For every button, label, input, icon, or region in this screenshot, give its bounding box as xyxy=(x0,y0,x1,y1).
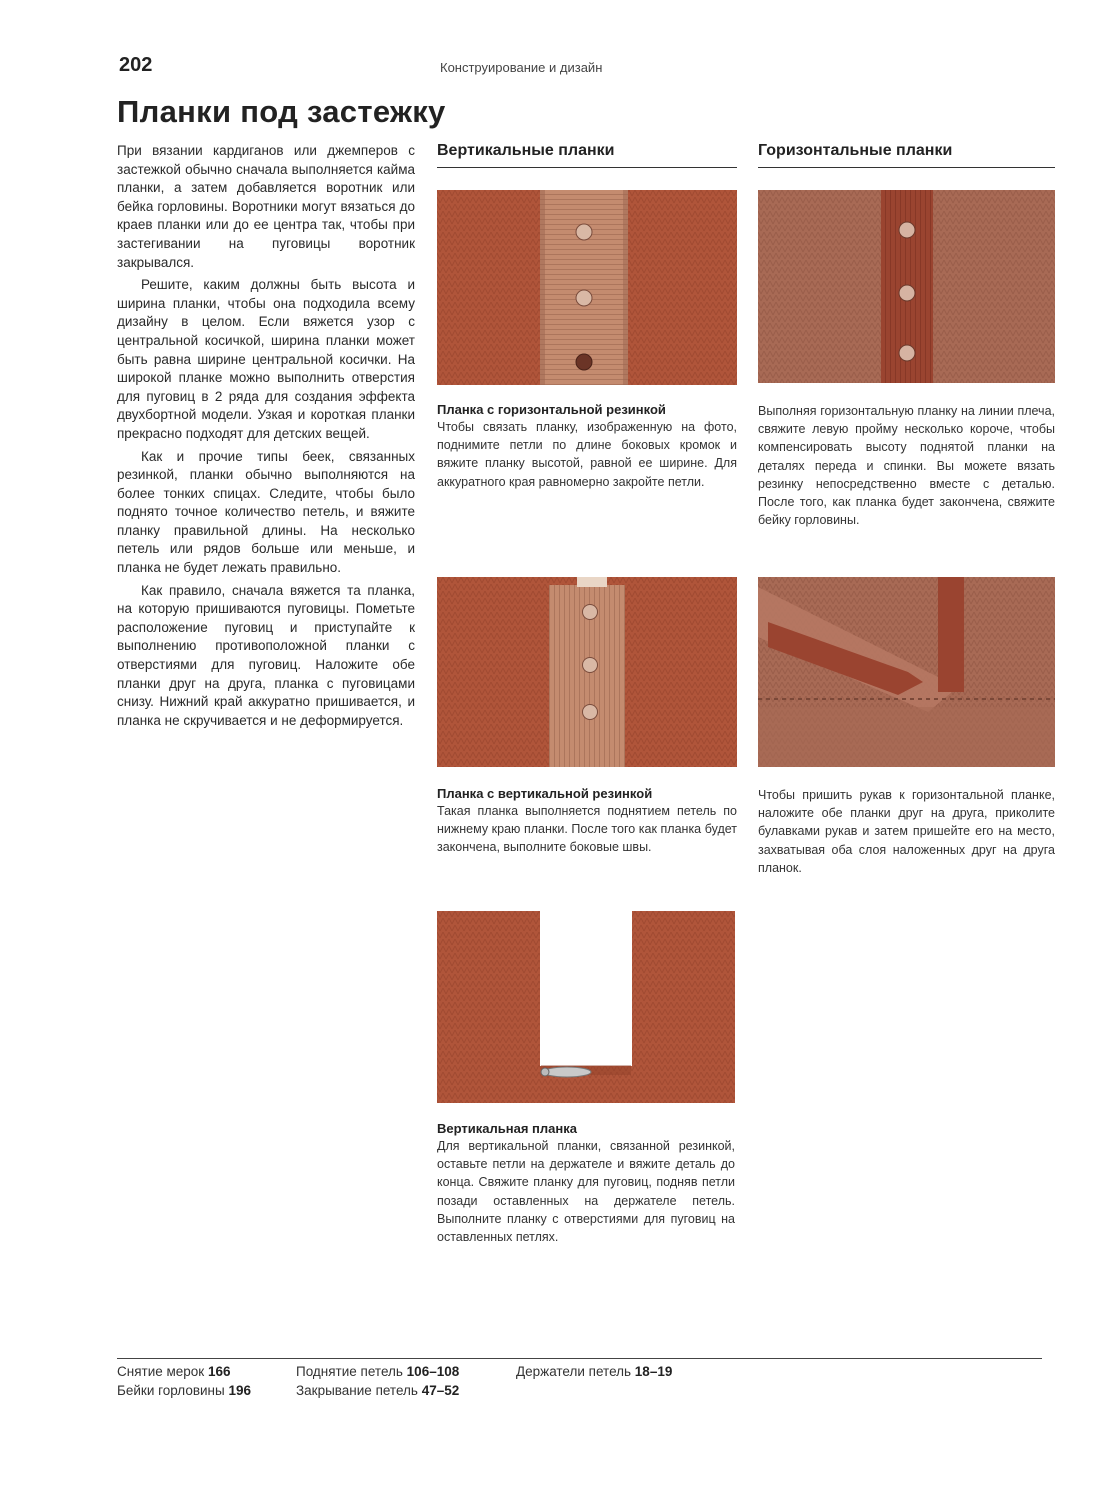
knit-photo-sleeve-join xyxy=(758,577,1055,767)
footer-refs-col-3 xyxy=(516,1362,672,1381)
caption-title: Планка с вертикальной резинкой xyxy=(437,786,653,801)
caption-body: Чтобы пришить рукав к горизонтальной планке, наложите обе планки друг на друга, приколите булавками рукав и затем пришейте его на место, захватывая оба слоя наложенных друг на друга планок. xyxy=(758,788,1055,875)
footer-refs-col-1 xyxy=(117,1362,251,1400)
section-heading-horizontal: Горизонтальные планки xyxy=(758,142,1055,168)
button-icon xyxy=(899,222,915,238)
caption-body: Выполняя горизонтальную планку на линии плеча, свяжите левую пройму несколько короче, чтобы компенсировать высоту поднятой планки на деталях переда и спинки. Вы можете вязать резинку непосредственно вместе с деталью. После того, как планка будет закончена, свяжите бейку горловины. xyxy=(758,404,1055,528)
cross-reference: Держатели петель 18–19 xyxy=(516,1364,673,1379)
button-icon xyxy=(899,345,915,361)
button-icon xyxy=(899,285,915,301)
caption-title: Планка с горизонтальной резинкой xyxy=(437,402,666,417)
caption-horizontal-rib xyxy=(437,402,737,491)
running-head: Конструирование и дизайн xyxy=(440,60,603,75)
caption-sleeve-join xyxy=(758,786,1055,877)
paragraph: Решите, каким должны быть высота и ширина планки, чтобы она подходила всему дизайну в целом. Если вяжется узор с центральной косичкой, ширина планки может быть равна ширине центральной косички. На широкой планке можно выполнить отверстия для пуговиц в 2 ряда для создания эффекта двухбортной модели. Узкая и короткая планки прекрасно подходят для детских вещей. xyxy=(117,277,415,441)
caption-shoulder-band xyxy=(758,402,1055,529)
caption-body: Для вертикальной планки, связанной резинкой, оставьте петли на держателе и вяжите деталь до конца. Свяжите планку для пуговиц, подняв петли позади оставленных на держателе петель. Выполните планку с отверстиями для пуговиц на оставленных петлях. xyxy=(437,1139,735,1245)
caption-body: Чтобы связать планку, изображенную на фото, поднимите петли по длине боковых кромок и вяжите планку высотой, равной ее ширине. Для аккуратного края равномерно закройте петли. xyxy=(437,420,737,489)
page-title: Планки под застежку xyxy=(117,94,446,129)
cross-reference: Снятие мерок 166 xyxy=(117,1364,231,1379)
cross-reference: Бейки горловины 196 xyxy=(117,1383,251,1398)
knit-photo-vertical-placket xyxy=(437,911,735,1103)
button-icon xyxy=(576,290,592,306)
button-icon xyxy=(576,224,592,240)
knit-photo-vertical-rib xyxy=(437,577,737,767)
body-text xyxy=(117,142,415,734)
paragraph: Как правило, сначала вяжется та планка, на которую пришиваются пуговицы. Пометьте расположение пуговиц и приступайте к выполнению противоположной планки с отверстиями для пуговиц. Наложите обе планки друг на друга, планка с пуговицами снизу. Нижний край аккуратно пришивается, и планка не скручивается и не деформируется. xyxy=(117,582,415,728)
paragraph: При вязании кардиганов или джемперов с застежкой обычно сначала выполняется кайма планки, а затем добавляется воротник или бейка горловины. Воротники могут вязаться до краев планки или до ее центра так, чтобы при застегивании на пуговицы воротник закрывался. xyxy=(117,143,415,270)
paragraph: Как и прочие типы беек, связанных резинкой, планки обычно выполняются на более тонких спицах. Следите, чтобы было поднято точное количество петель, и вяжите планку правильной длины. На несколько петель или рядов больше или меньше, и планка не будет лежать правильно. xyxy=(117,448,415,576)
section-heading-vertical: Вертикальные планки xyxy=(437,142,737,168)
cross-reference: Закрывание петель 47–52 xyxy=(296,1383,460,1398)
caption-vertical-rib xyxy=(437,786,737,857)
footer-divider xyxy=(117,1358,1042,1359)
knit-photo-horizontal-rib xyxy=(437,190,737,385)
cross-reference: Поднятие петель 106–108 xyxy=(296,1364,460,1379)
button-icon xyxy=(576,354,592,370)
page-number: 202 xyxy=(119,54,153,76)
button-icon xyxy=(583,658,598,673)
caption-body: Такая планка выполняется поднятием петель по нижнему краю планки. После того как планка будет закончена, выполните боковые швы. xyxy=(437,804,737,855)
knit-photo-shoulder-band xyxy=(758,190,1055,383)
stitch-holder-icon xyxy=(543,1067,591,1077)
caption-vertical-placket xyxy=(437,1121,735,1246)
button-icon xyxy=(583,705,598,720)
footer-refs-col-2 xyxy=(296,1362,459,1400)
caption-title: Вертикальная планка xyxy=(437,1121,577,1136)
button-icon xyxy=(583,605,598,620)
